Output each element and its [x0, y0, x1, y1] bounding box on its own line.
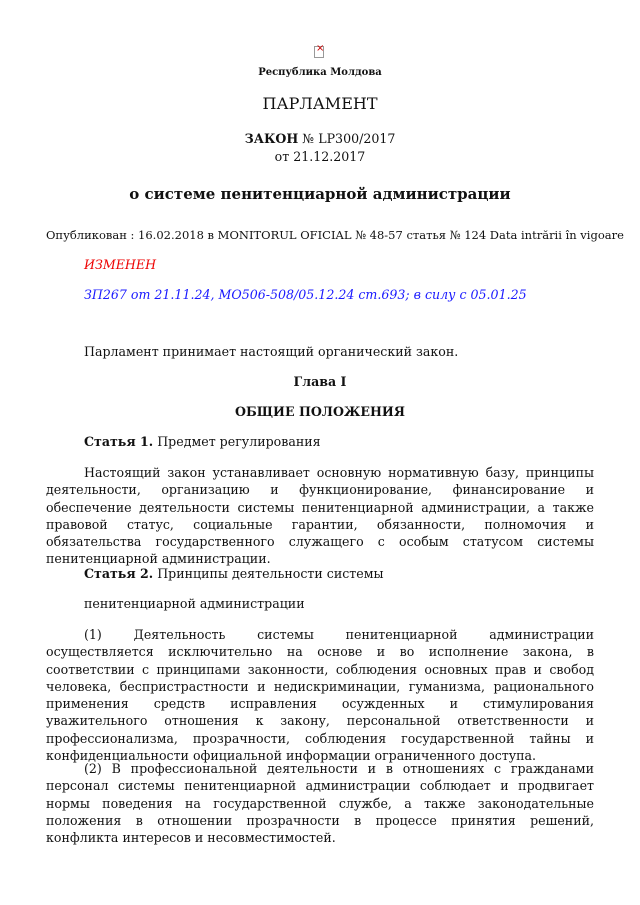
page-title: о системе пенитенциарной администрации [129, 185, 511, 203]
article-1-heading [84, 434, 594, 449]
institution-name: ПАРЛАМЕНТ [262, 94, 378, 113]
country-name: Республика Молдова [258, 67, 382, 78]
article-2-title-cont: пенитенциарной администрации [84, 596, 305, 611]
article-title: Предмет регулирования [157, 434, 321, 449]
law-label: ЗАКОН [244, 131, 299, 146]
law-number [46, 131, 594, 146]
article-title: Принципы деятельности системы [157, 566, 384, 581]
chapter-number: Глава I [293, 374, 347, 389]
broken-image-icon [314, 46, 324, 58]
article-2-heading [84, 566, 594, 581]
amendment-link[interactable]: ЗП267 от 21.11.24, МО506-508/05.12.24 ст.693; в силу с 05.01.25 [84, 287, 527, 302]
article-2-paragraph-2: (2) В профессиональной деятельности и в отношениях с гражданами персонал системы пенитенциарной администрации соблюдает и продвигает нормы поведения на государственной службе, а также законодательные положения в отношении прозрачности в процессе принятия решений, конфликта интересов и несовместимостей. [46, 761, 594, 846]
article-label: Статья 1. [84, 434, 154, 449]
intro-text: Парламент принимает настоящий органический закон. [84, 344, 459, 359]
law-date: от 21.12.2017 [274, 149, 366, 164]
article-label: Статья 2. [84, 566, 154, 581]
article-1-paragraph: Настоящий закон устанавливает основную нормативную базу, принципы деятельности, организацию и функционирование, финансирование и обеспечение деятельности системы пенитенциарной администрации, а также правовой статус, социальные гарантии, обязанности, полномочия и обязательства государственного служащего с особым статусом системы пенитенциарной администрации. [46, 465, 594, 567]
amended-label: ИЗМЕНЕН [84, 257, 157, 272]
law-number-value: № LP300/2017 [302, 131, 396, 146]
chapter-title: ОБЩИЕ ПОЛОЖЕНИЯ [235, 404, 405, 419]
publication-info: Опубликован : 16.02.2018 в MONITORUL OFICIAL № 48-57 статья № 124 Data intrării în vigoare [46, 228, 624, 242]
article-2-paragraph-1: (1) Деятельность системы пенитенциарной администрации осуществляется исключительно на основе и во исполнение закона, в соответствии с принципами законности, соблюдения основных прав и свобод человека, беспристрастности и недискриминации, гуманизма, рационального применения средств исправления осужденных и стимулирования уважительного отношения к закону, персональной ответственности и профессионализма, прозрачности, соблюдения государственной тайны и конфиденциальности официальной информации ограниченного доступа. [46, 627, 594, 764]
